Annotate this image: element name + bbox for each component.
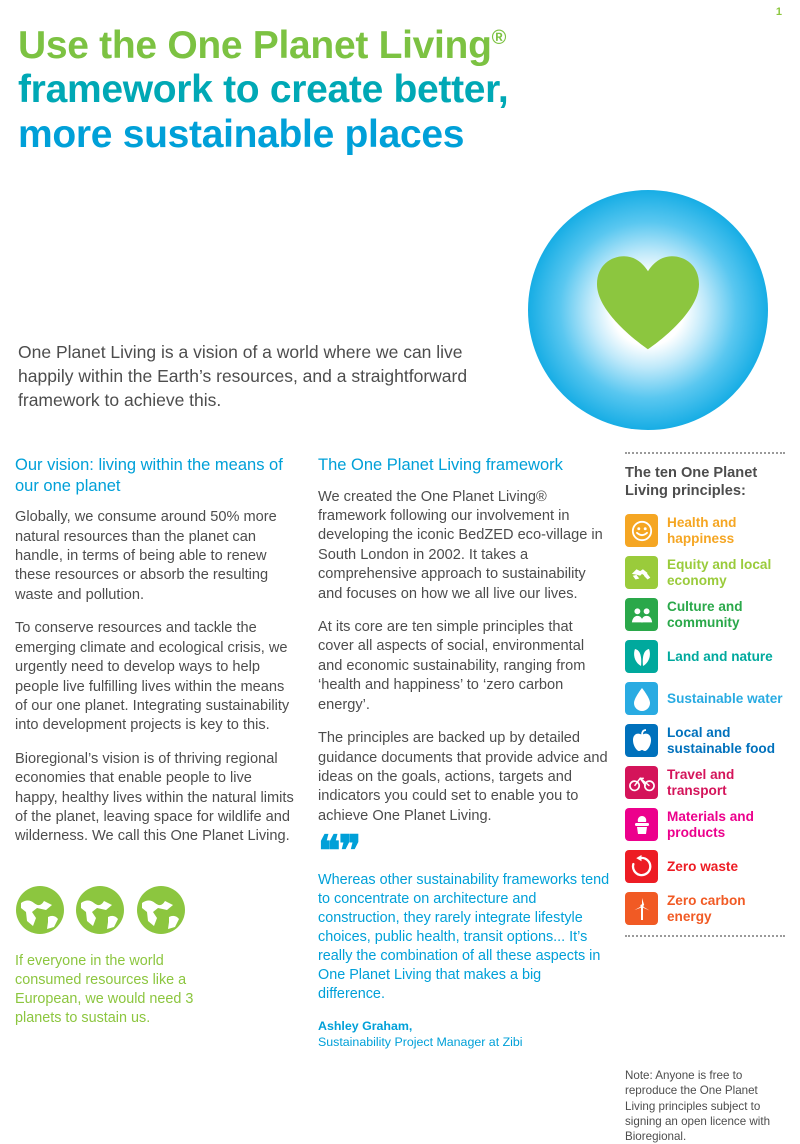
leaves-icon xyxy=(625,640,658,673)
wind-turbine-icon xyxy=(625,892,658,925)
headline-line-3: more sustainable places xyxy=(18,112,465,156)
page-number: 1 xyxy=(775,6,782,18)
principle-sustainable-water[interactable] xyxy=(625,682,785,715)
principle-label: Sustainable water xyxy=(667,690,783,706)
apple-icon xyxy=(625,724,658,757)
materials-icon xyxy=(625,808,658,841)
vision-paragraph-2: To conserve resources and tackle the emerging climate and ecological crisis, we urgently need to develop ways to help people live fulfilling lives within the means of our one planet. Integrating sustainability into development projects is key to this. xyxy=(15,620,290,734)
principle-label: Travel and transport xyxy=(667,766,735,798)
divider-top xyxy=(625,452,785,454)
principle-label: Equity and local economy xyxy=(667,556,772,588)
licence-note: Note: Anyone is free to reproduce the One Planet Living principles subject to signing an open licence with Bioregional. xyxy=(625,1069,771,1144)
framework-heading: The One Planet Living framework xyxy=(318,456,563,474)
framework-paragraph-3: The principles are backed up by detailed guidance documents that provide advice and ideas on the goals, actions, targets and indicators you could set to enable you to achieve One Planet Living. xyxy=(318,730,608,824)
quote-author-role: Sustainability Project Manager at Zibi xyxy=(318,1035,523,1050)
principle-label: Zero waste xyxy=(667,858,739,874)
heart-icon xyxy=(593,253,703,358)
globe-icon xyxy=(15,885,65,935)
principle-health-and-happiness[interactable] xyxy=(625,514,785,547)
vision-paragraph-3: Bioregional’s vision is of thriving regional economies that enable people to live happy, healthy lives within the natural limits of the planet, leaving space for wildlife and wilderness. We call this One Planet Living. xyxy=(15,750,294,845)
vision-heading: Our vision: living within the means of our one planet xyxy=(15,456,283,495)
principle-materials-and-products[interactable] xyxy=(625,808,785,841)
principle-equity-and-local-economy[interactable] xyxy=(625,556,785,589)
principle-land-and-nature[interactable] xyxy=(625,640,785,673)
globe-icon xyxy=(75,885,125,935)
vision-paragraph-1: Globally, we consume around 50% more natural resources than the planet can handle, in terms of being able to renew these resources or absorb the resulting waste and pollution. xyxy=(15,509,277,603)
principle-label: Health and happiness xyxy=(667,514,737,546)
water-drop-icon xyxy=(625,682,658,715)
principles-heading: The ten One Planet Living principles: xyxy=(625,465,758,500)
principle-zero-waste[interactable] xyxy=(625,850,785,883)
handshake-icon xyxy=(625,556,658,589)
principle-label: Local and sustainable food xyxy=(667,724,776,756)
pull-quote xyxy=(318,827,610,1051)
principle-label: Culture and community xyxy=(667,598,743,630)
quote-author-name: Ashley Graham, xyxy=(318,1019,413,1034)
column-framework xyxy=(318,455,610,840)
principle-zero-carbon-energy[interactable] xyxy=(625,892,785,925)
quote-mark-icon: ❝❞ xyxy=(318,827,360,874)
headline-line-2: framework to create better, xyxy=(18,68,509,112)
registered-mark: ® xyxy=(491,27,507,49)
recycle-arrow-icon xyxy=(625,850,658,883)
principle-label: Land and nature xyxy=(667,648,773,664)
principle-label: Materials and products xyxy=(667,808,754,840)
page-title xyxy=(18,24,718,157)
heart-globe-graphic xyxy=(528,190,768,430)
smiley-face-icon xyxy=(625,514,658,547)
bicycle-icon xyxy=(625,766,658,799)
headline-line-1: Use the One Planet Living xyxy=(18,24,492,67)
principles-panel xyxy=(625,452,785,937)
globes-caption: If everyone in the world consumed resources like a European, we would need 3 planets to sustain us. xyxy=(15,953,194,1027)
column-vision xyxy=(15,455,295,861)
principle-culture-and-community[interactable] xyxy=(625,598,785,631)
quote-text: Whereas other sustainability frameworks tend to concentrate on architecture and construction, they rarely integrate lifestyle choices, public health, transit options... It’s really the combination of all these aspects in One Planet Living that makes a big difference. xyxy=(318,872,610,1003)
globe-icon xyxy=(136,885,186,935)
principle-label: Zero carbon energy xyxy=(667,892,746,924)
principle-local-and-sustainable-food[interactable] xyxy=(625,724,785,757)
three-globes-graphic xyxy=(15,885,295,940)
divider-bottom xyxy=(625,935,785,937)
intro-paragraph: One Planet Living is a vision of a world where we can live happily within the Earth’s resources, and a straightforward framework to achieve this. xyxy=(18,342,468,411)
principle-travel-and-transport[interactable] xyxy=(625,766,785,799)
quote-attribution xyxy=(318,1018,610,1050)
framework-paragraph-2: At its core are ten simple principles that cover all aspects of social, environmental and economic sustainability, ranging from ‘health and happiness’ to ‘zero carbon energy’. xyxy=(318,619,586,713)
framework-paragraph-1: We created the One Planet Living® framework following our involvement in developing the iconic BedZED eco-village in South London in 2002. It takes a comprehensive approach to sustainability and focuses on how we all live our lives. xyxy=(318,488,603,602)
people-group-icon xyxy=(625,598,658,631)
